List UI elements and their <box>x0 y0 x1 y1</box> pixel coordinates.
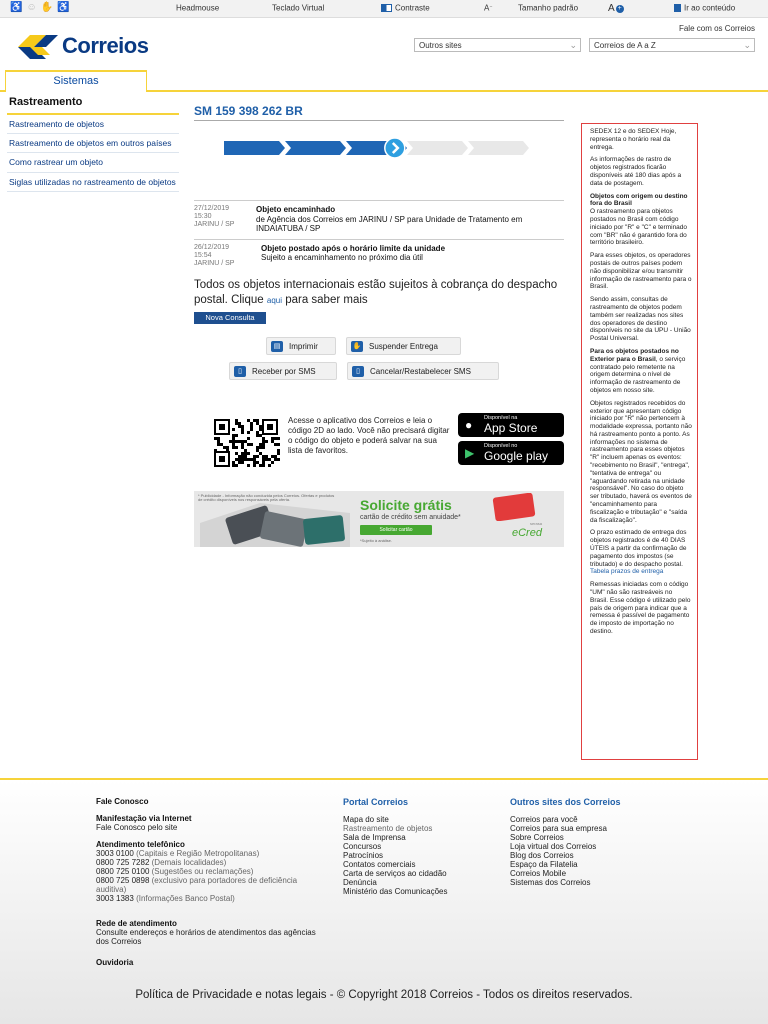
fale-com-correios-link[interactable]: Fale com os Correios <box>678 24 755 33</box>
qr-module <box>262 458 265 461</box>
info-paragraph: Para esses objetos, os operadores postais de outros países podem não disponibilizar e/ou transmitir informação de rastreamento para o Brasil. <box>590 252 692 291</box>
copyright-text: Política de Privacidade e notas legais - © Copyright 2018 Correios - Todos os direitos reservados. <box>135 989 633 1001</box>
footer-link[interactable]: Sistemas dos Correios <box>510 878 591 888</box>
event-place: JARINU / SP <box>194 259 235 267</box>
notice-text-end: para saber mais <box>282 293 368 306</box>
banner-note: *Sujeito à análise. <box>360 538 393 543</box>
credit-card-image <box>492 493 536 521</box>
credit-cards-illustration <box>200 503 350 547</box>
accessibility-icons <box>10 2 70 13</box>
correios-logo-icon <box>16 31 60 61</box>
qr-module <box>238 461 241 464</box>
manifestacao-heading: Manifestação via Internet <box>96 814 192 824</box>
sidebar <box>7 93 179 192</box>
solicitar-cartao-button[interactable]: Solicitar cartão <box>360 525 432 535</box>
tab-sistemas[interactable]: Sistemas <box>5 70 147 92</box>
qr-module <box>256 419 259 422</box>
qr-module <box>250 428 253 431</box>
qr-module <box>259 434 262 437</box>
qr-module <box>265 455 268 458</box>
qr-module <box>235 452 238 455</box>
qr-module <box>241 428 244 431</box>
qr-module <box>247 458 250 461</box>
qr-module <box>244 458 247 461</box>
international-notice <box>194 278 564 308</box>
phone-line <box>96 876 316 894</box>
fale-conosco-site-link[interactable]: Fale Conosco pelo site <box>96 823 178 833</box>
info-paragraph: Objetos registrados recebidos do exterior que apresentam código iniciado por "R" não pertencem à modalidade expressa, portanto não há rastreamento ponto a ponto. As informações no sistema de rastreamento para esses objetos "R" incluem apenas os eventos: "recebimento no Brasil", "entrega", "tentativa de entrega" ou "aguardando retirada na unidade responsável". No caso do objeto ser tributado, haverá os eventos de "encaminhamento para fiscalização e tributação" e "saída da fiscalização". <box>590 399 692 524</box>
qr-module <box>271 437 274 440</box>
event-date: 27/12/2019 <box>194 205 230 212</box>
qr-code <box>212 417 280 469</box>
qr-module <box>241 458 244 461</box>
google-play-icon: ▶ <box>465 446 475 460</box>
qr-module <box>256 422 259 425</box>
qr-module <box>223 446 226 449</box>
qr-module <box>232 437 235 440</box>
footer-link[interactable]: Carta de serviços ao cidadão <box>343 869 447 879</box>
qr-module <box>259 425 262 428</box>
qr-module <box>277 449 280 452</box>
qr-module <box>241 452 244 455</box>
info-paragraph: As informações de rastro de objetos registrados ficarão disponíveis até 180 dias após a data de postagem. <box>590 156 682 187</box>
phone-line <box>96 849 316 858</box>
qr-instructions: Acesse o aplicativo dos Correios e leia o código 2D ao lado. Você não precisará digitar o código do objeto e poderá salvar na sua lista de favoritos. <box>288 416 450 455</box>
qr-module <box>262 440 265 443</box>
qr-module <box>259 464 262 467</box>
footer-heading: Outros sites dos Correios <box>510 797 621 807</box>
qr-module <box>217 440 220 443</box>
atendimento-heading: Atendimento telefônico <box>96 840 185 850</box>
qr-module <box>256 434 259 437</box>
contrast-icon <box>381 4 392 12</box>
event-info <box>256 205 564 234</box>
info-paragraph <box>590 193 692 248</box>
skip-to-content-link[interactable]: Ir ao conteúdo <box>674 3 735 12</box>
footer <box>0 780 768 1024</box>
printer-icon: ▤ <box>271 341 283 352</box>
teclado-virtual-link[interactable]: Teclado Virtual <box>272 3 325 13</box>
qr-module <box>232 434 235 437</box>
footer-link[interactable]: Patrocínios <box>343 851 384 861</box>
event-title: Objeto postado após o horário limite da unidade <box>261 243 446 253</box>
qr-module <box>277 437 280 440</box>
progress-step <box>224 141 285 155</box>
sidebar-item-outros-paises[interactable]: Rastreamento de objetos em outros países <box>7 134 179 153</box>
qr-module <box>247 419 250 422</box>
info-paragraph: SEDEX 12 e do SEDEX Hoje, representa o horário real da entrega. <box>590 128 677 151</box>
qr-module <box>253 464 256 467</box>
phone-desc: (Informações Banco Postal) <box>136 894 235 904</box>
qr-module <box>241 455 244 458</box>
app-store-label: App Store <box>484 421 538 435</box>
info-heading: Para os objetos postados no Exterior para o Brasil <box>590 347 679 363</box>
qr-module <box>277 452 280 455</box>
qr-module <box>244 452 247 455</box>
qr-module <box>250 422 253 425</box>
footer-link[interactable]: Correios Mobile <box>510 869 567 879</box>
rede-heading: Rede de atendimento <box>96 919 177 929</box>
phone-desc: (Sugestões ou reclamações) <box>151 867 254 877</box>
qr-module <box>256 461 259 464</box>
phone-icon: ▯ <box>234 366 246 377</box>
qr-module <box>259 452 262 455</box>
qr-module <box>214 437 217 440</box>
correios-az-select[interactable]: Correios de A a Z ⌄ <box>589 38 755 52</box>
qr-module <box>220 443 223 446</box>
info-text: O prazo estimado de entrega dos objetos registrados é de 40 DIAS ÚTEIS a partir da confirmação de pagamento dos impostos (se tributado) e do despacho postal. <box>590 529 687 568</box>
qr-module <box>259 446 262 449</box>
qr-module <box>235 434 238 437</box>
plus-icon: + <box>617 4 622 12</box>
phone-number: 0800 725 0898 <box>96 876 150 886</box>
phone-desc: (Demais localidades) <box>151 858 227 868</box>
qr-module <box>256 449 259 452</box>
wheelchair-icon: ♿ <box>57 2 70 13</box>
hand-icon: ✋ <box>40 2 54 13</box>
qr-module <box>238 422 241 425</box>
google-play-button[interactable] <box>458 441 564 465</box>
footer-heading: Portal Correios <box>343 797 409 807</box>
prazos-entrega-link[interactable]: Tabela prazos de entrega <box>590 568 664 576</box>
headmouse-link[interactable]: Headmouse <box>176 3 220 13</box>
qr-module <box>253 458 256 461</box>
event-time: 15:54 <box>194 251 212 259</box>
qr-module <box>253 461 256 464</box>
accessibility-icon: ♿ <box>10 2 23 13</box>
qr-module <box>235 458 238 461</box>
qr-module <box>250 425 253 428</box>
footer-portal-correios <box>343 797 493 896</box>
phone-line <box>96 894 316 903</box>
qr-module <box>262 437 265 440</box>
default-font-size-link[interactable]: Tamanho padrão <box>518 3 579 13</box>
tracking-events <box>194 200 564 273</box>
footer-fale-conosco <box>96 797 316 967</box>
suspender-label: Suspender Entrega <box>369 341 438 351</box>
qr-module <box>241 425 244 428</box>
event-date: 26/12/2019 <box>194 243 230 251</box>
phone-number: 3003 1383 <box>96 894 134 904</box>
phone-number: 0800 725 0100 <box>96 867 150 877</box>
banner-title: Solicite grátis <box>360 497 452 513</box>
event-place: JARINU / SP <box>194 221 235 229</box>
qr-module <box>235 446 238 449</box>
qr-module <box>241 443 244 446</box>
imprimir-label: Imprimir <box>289 341 318 351</box>
qr-module <box>219 424 225 430</box>
qr-module <box>271 440 274 443</box>
phone-number: 3003 0100 <box>96 849 134 859</box>
event-row <box>194 239 564 273</box>
nova-consulta-button[interactable]: Nova Consulta <box>194 312 266 324</box>
footer-link-list <box>343 815 493 896</box>
event-detail: Sujeito a encaminhamento no próximo dia útil <box>261 253 423 263</box>
event-row <box>194 200 564 239</box>
qr-module <box>217 437 220 440</box>
tracking-progress <box>224 138 529 158</box>
sms-label: Receber por SMS <box>252 366 316 376</box>
qr-module <box>235 422 238 425</box>
ecred-brand-small: serasa <box>530 521 543 526</box>
cancelar-sms-button[interactable] <box>347 362 499 380</box>
logo-text: Correios <box>62 33 149 58</box>
chevron-down-icon: ⌄ <box>569 40 577 50</box>
info-heading: Objetos com origem ou destino fora do Brasil <box>590 192 688 208</box>
apple-icon: ● <box>465 418 473 432</box>
sidebar-title: Rastreamento <box>7 93 179 115</box>
sidebar-item-siglas[interactable]: Siglas utilizadas no rastreamento de objetos <box>7 173 179 192</box>
qr-module <box>265 458 268 461</box>
banner-subtitle: cartão de crédito sem anuidade* <box>360 514 461 521</box>
qr-module <box>265 440 268 443</box>
progress-step <box>468 141 529 155</box>
event-meta <box>194 244 261 268</box>
qr-module <box>253 455 256 458</box>
hand-stop-icon: ✋ <box>352 342 362 350</box>
qr-module <box>238 455 241 458</box>
qr-module <box>274 455 277 458</box>
qr-module <box>271 461 274 464</box>
phone-icon: ▯ <box>352 366 364 377</box>
qr-module <box>238 458 241 461</box>
info-paragraph: Remessas iniciadas com o código "UM" não são rastreáveis no Brasil. Esse código é utilizado pelo país de origem para indicar que a remessa é passível de pagamento de imposto de importação no destino. <box>590 581 691 636</box>
progress-step <box>285 141 346 155</box>
ecred-banner[interactable] <box>194 491 564 547</box>
info-text: O rastreamento para objetos postados no Brasil com código iniciado por "R" e "C" e terminado com "BR" não é garantido fora do território brasileiro. <box>590 208 688 247</box>
suspender-entrega-button[interactable] <box>346 337 461 355</box>
progress-current-marker <box>385 138 405 158</box>
qr-module <box>247 437 250 440</box>
event-title: Objeto encaminhado <box>256 205 336 214</box>
rede-link[interactable]: Consulte endereços e horários de atendimentos das agências dos Correios <box>96 928 316 947</box>
ecred-brand: eCred <box>512 527 542 539</box>
qr-module <box>226 449 229 452</box>
footer-outros-sites <box>510 797 690 887</box>
qr-module <box>247 431 250 434</box>
accessibility-bar <box>0 0 768 18</box>
app-store-button[interactable] <box>458 413 564 437</box>
phone-desc: (Capitais e Região Metropolitanas) <box>136 849 260 859</box>
qr-module <box>274 458 277 461</box>
sidebar-item-como-rastrear[interactable]: Como rastrear um objeto <box>7 153 179 172</box>
footer-link[interactable]: Espaço da Filatelia <box>510 860 578 870</box>
qr-module <box>268 458 271 461</box>
qr-module <box>214 449 217 452</box>
banner-disclaimer: * Publicidade - Informação não conduzida pelos Correios. Ofertas e produtos de crédito disponíveis nos responsáveis pela oferta. <box>198 493 335 503</box>
chevron-down-icon: ⌄ <box>743 40 751 50</box>
phone-number: 0800 725 7282 <box>96 858 150 868</box>
info-paragraph <box>590 529 692 576</box>
qr-module <box>241 446 244 449</box>
qr-module <box>277 443 280 446</box>
correios-logo[interactable] <box>16 31 148 61</box>
increase-font-button[interactable]: A + <box>608 3 622 14</box>
footer-link[interactable]: Contatos comerciais <box>343 860 416 870</box>
event-meta <box>194 205 256 234</box>
qr-module <box>226 446 229 449</box>
qr-module <box>259 428 262 431</box>
event-detail: de Agência dos Correios em JARINU / SP para Unidade de Tratamento em INDAIATUBA / SP <box>256 214 523 234</box>
qr-module <box>232 440 235 443</box>
qr-module <box>256 455 259 458</box>
notice-text: Todos os objetos internacionais estão sujeitos à cobrança do despacho postal. Clique <box>194 279 558 306</box>
qr-module <box>247 443 250 446</box>
footer-link[interactable]: Rastreamento de objetos <box>343 824 433 834</box>
receber-sms-button[interactable] <box>229 362 337 380</box>
tracking-code: SM 159 398 262 BR <box>194 104 303 118</box>
cancelar-label: Cancelar/Restabelecer SMS <box>370 366 471 376</box>
qr-module <box>259 443 262 446</box>
person-icon: ☺ <box>26 2 37 13</box>
qr-module <box>274 443 277 446</box>
qr-module <box>271 455 274 458</box>
qr-module <box>244 449 247 452</box>
info-paragraph <box>590 348 692 395</box>
event-info <box>261 244 445 268</box>
qr-module <box>244 455 247 458</box>
qr-module <box>232 446 235 449</box>
footer-link[interactable]: Loja virtual dos Correios <box>510 842 597 852</box>
phone-desc: (exclusivo para portadores de deficiência auditiva) <box>96 876 298 895</box>
footer-link-list <box>510 815 690 887</box>
imprimir-button[interactable] <box>266 337 336 355</box>
info-box <box>581 123 698 760</box>
qr-module <box>244 440 247 443</box>
contraste-link[interactable]: Contraste <box>381 3 430 12</box>
info-paragraph: Sendo assim, consultas de rastreamento de objetos podem também ser realizadas nos sites dos operadores de destino disponíveis no site da UPU - União Postal Universal. <box>590 296 691 343</box>
qr-module <box>229 440 232 443</box>
qr-module <box>219 456 225 462</box>
qr-module <box>262 461 265 464</box>
qr-module <box>256 431 259 434</box>
qr-module <box>235 419 238 422</box>
footer-link[interactable]: Correios para você <box>510 815 578 825</box>
footer-link[interactable]: Concursos <box>343 842 382 852</box>
qr-module <box>277 458 280 461</box>
google-play-small: Disponível no <box>484 443 518 449</box>
qr-module <box>262 443 265 446</box>
footer-link[interactable]: Sala de Imprensa <box>343 833 406 843</box>
qr-module <box>250 443 253 446</box>
qr-module <box>235 440 238 443</box>
footer-link[interactable]: Mapa do site <box>343 815 389 825</box>
qr-module <box>241 431 244 434</box>
footer-link[interactable]: Sobre Correios <box>510 833 564 843</box>
qr-module <box>238 440 241 443</box>
google-play-label: Google play <box>484 449 549 463</box>
qr-module <box>241 461 244 464</box>
footer-link[interactable]: Ministério das Comunicações <box>343 887 448 897</box>
qr-module <box>262 464 265 467</box>
event-time: 15:30 <box>194 213 212 221</box>
qr-module <box>262 455 265 458</box>
arrow-down-icon <box>674 4 681 12</box>
app-store-small: Disponível na <box>484 415 518 421</box>
qr-module <box>232 464 235 467</box>
qr-module <box>268 464 271 467</box>
qr-module <box>232 461 235 464</box>
qr-module <box>274 437 277 440</box>
qr-module <box>267 424 273 430</box>
qr-module <box>253 419 256 422</box>
info-text: , o serviço contratado pelo remetente na origem determina o nível de informação de rastreamento de objetos em nosso site. <box>590 355 686 394</box>
qr-module <box>232 443 235 446</box>
qr-module <box>262 446 265 449</box>
saiba-mais-link[interactable]: aqui <box>266 295 282 305</box>
qr-module <box>238 425 241 428</box>
phone-line <box>96 867 316 876</box>
footer-link[interactable]: Denúncia <box>343 878 377 888</box>
footer-link[interactable]: Blog dos Correios <box>510 851 574 861</box>
outros-sites-select[interactable]: Outros sites ⌄ <box>414 38 581 52</box>
progress-step <box>407 141 468 155</box>
qr-module <box>232 428 235 431</box>
ouvidoria-link[interactable]: Ouvidoria <box>96 958 134 968</box>
qr-module <box>235 464 238 467</box>
qr-module <box>241 440 244 443</box>
qr-module <box>217 443 220 446</box>
phone-line <box>96 858 316 867</box>
decrease-font-button[interactable]: A⁻ <box>484 3 493 13</box>
qr-module <box>256 446 259 449</box>
qr-module <box>250 458 253 461</box>
footer-heading: Fale Conosco <box>96 797 149 806</box>
sidebar-item-rastreamento[interactable]: Rastreamento de objetos <box>7 115 179 134</box>
qr-module <box>247 464 250 467</box>
footer-link[interactable]: Correios para sua empresa <box>510 824 607 834</box>
qr-module <box>247 452 250 455</box>
divider <box>194 120 564 121</box>
